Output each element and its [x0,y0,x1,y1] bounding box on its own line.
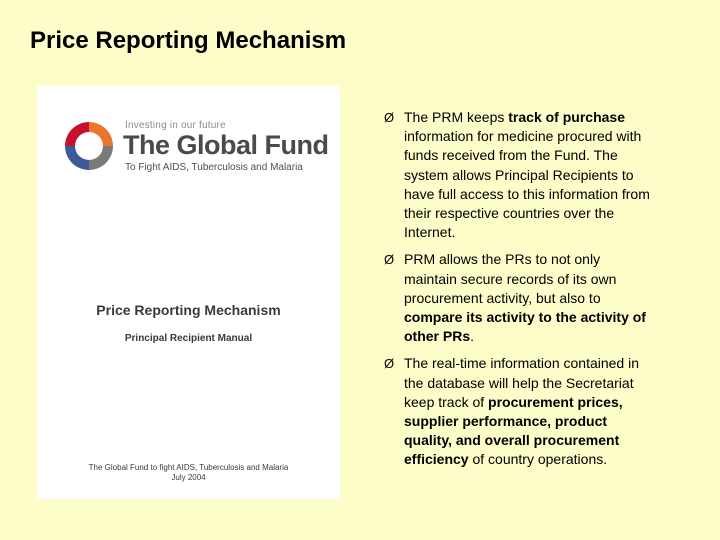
bullet-arrow-icon: Ø [384,110,395,125]
bullet-text: PRM allows the PRs to not only maintain secure records of its own procurement activity, but also to [404,251,617,306]
cover-footer-date: July 2004 [171,473,206,482]
bullet-item [384,250,656,346]
bullet-text: of country operations. [468,451,608,468]
logo-swirl-orange [89,122,113,146]
logo-swirl-blue [65,146,89,170]
cover-tagline: Investing in our future [125,120,226,131]
cover-fund-subtitle: To Fight AIDS, Tuberculosis and Malaria [125,162,303,173]
logo-swirl-red [65,122,89,146]
cover-fund-name: The Global Fund [123,130,329,160]
bullet-arrow-icon: Ø [384,356,395,372]
bullet-text: The real-time information contained in the database will help the Secretariat keep track of [404,355,640,410]
bullet-item [384,354,656,469]
bullet-emphasis: track of purchase [508,109,625,125]
logo-swirl-grey [89,146,113,170]
bullet-emphasis: compare its activity to the activity of other PRs [404,309,646,345]
bullet-text: information for medicine procured with funds received from the Fund. The system allows Principal Recipients to have full access to this information from their respective countries over the Internet. [404,128,650,241]
manual-cover-image [37,86,340,499]
cover-manual-title: Price Reporting Mechanism [96,302,281,318]
cover-manual-subtitle: Principal Recipient Manual [124,333,253,344]
bullet-item [384,108,656,242]
global-fund-logo-icon [59,116,119,176]
bullet-text: . [470,328,475,345]
bullet-emphasis: procurement prices, supplier performance, product quality, and overall procurement efficiency [404,393,623,468]
cover-footer-organization: The Global Fund to fight AIDS, Tuberculosis and Malaria [88,463,289,472]
slide-title: Price Reporting Mechanism [30,27,347,54]
bullet-arrow-icon: Ø [384,252,395,268]
bullet-list [384,108,656,478]
bullet-text: The PRM keeps [404,109,509,125]
